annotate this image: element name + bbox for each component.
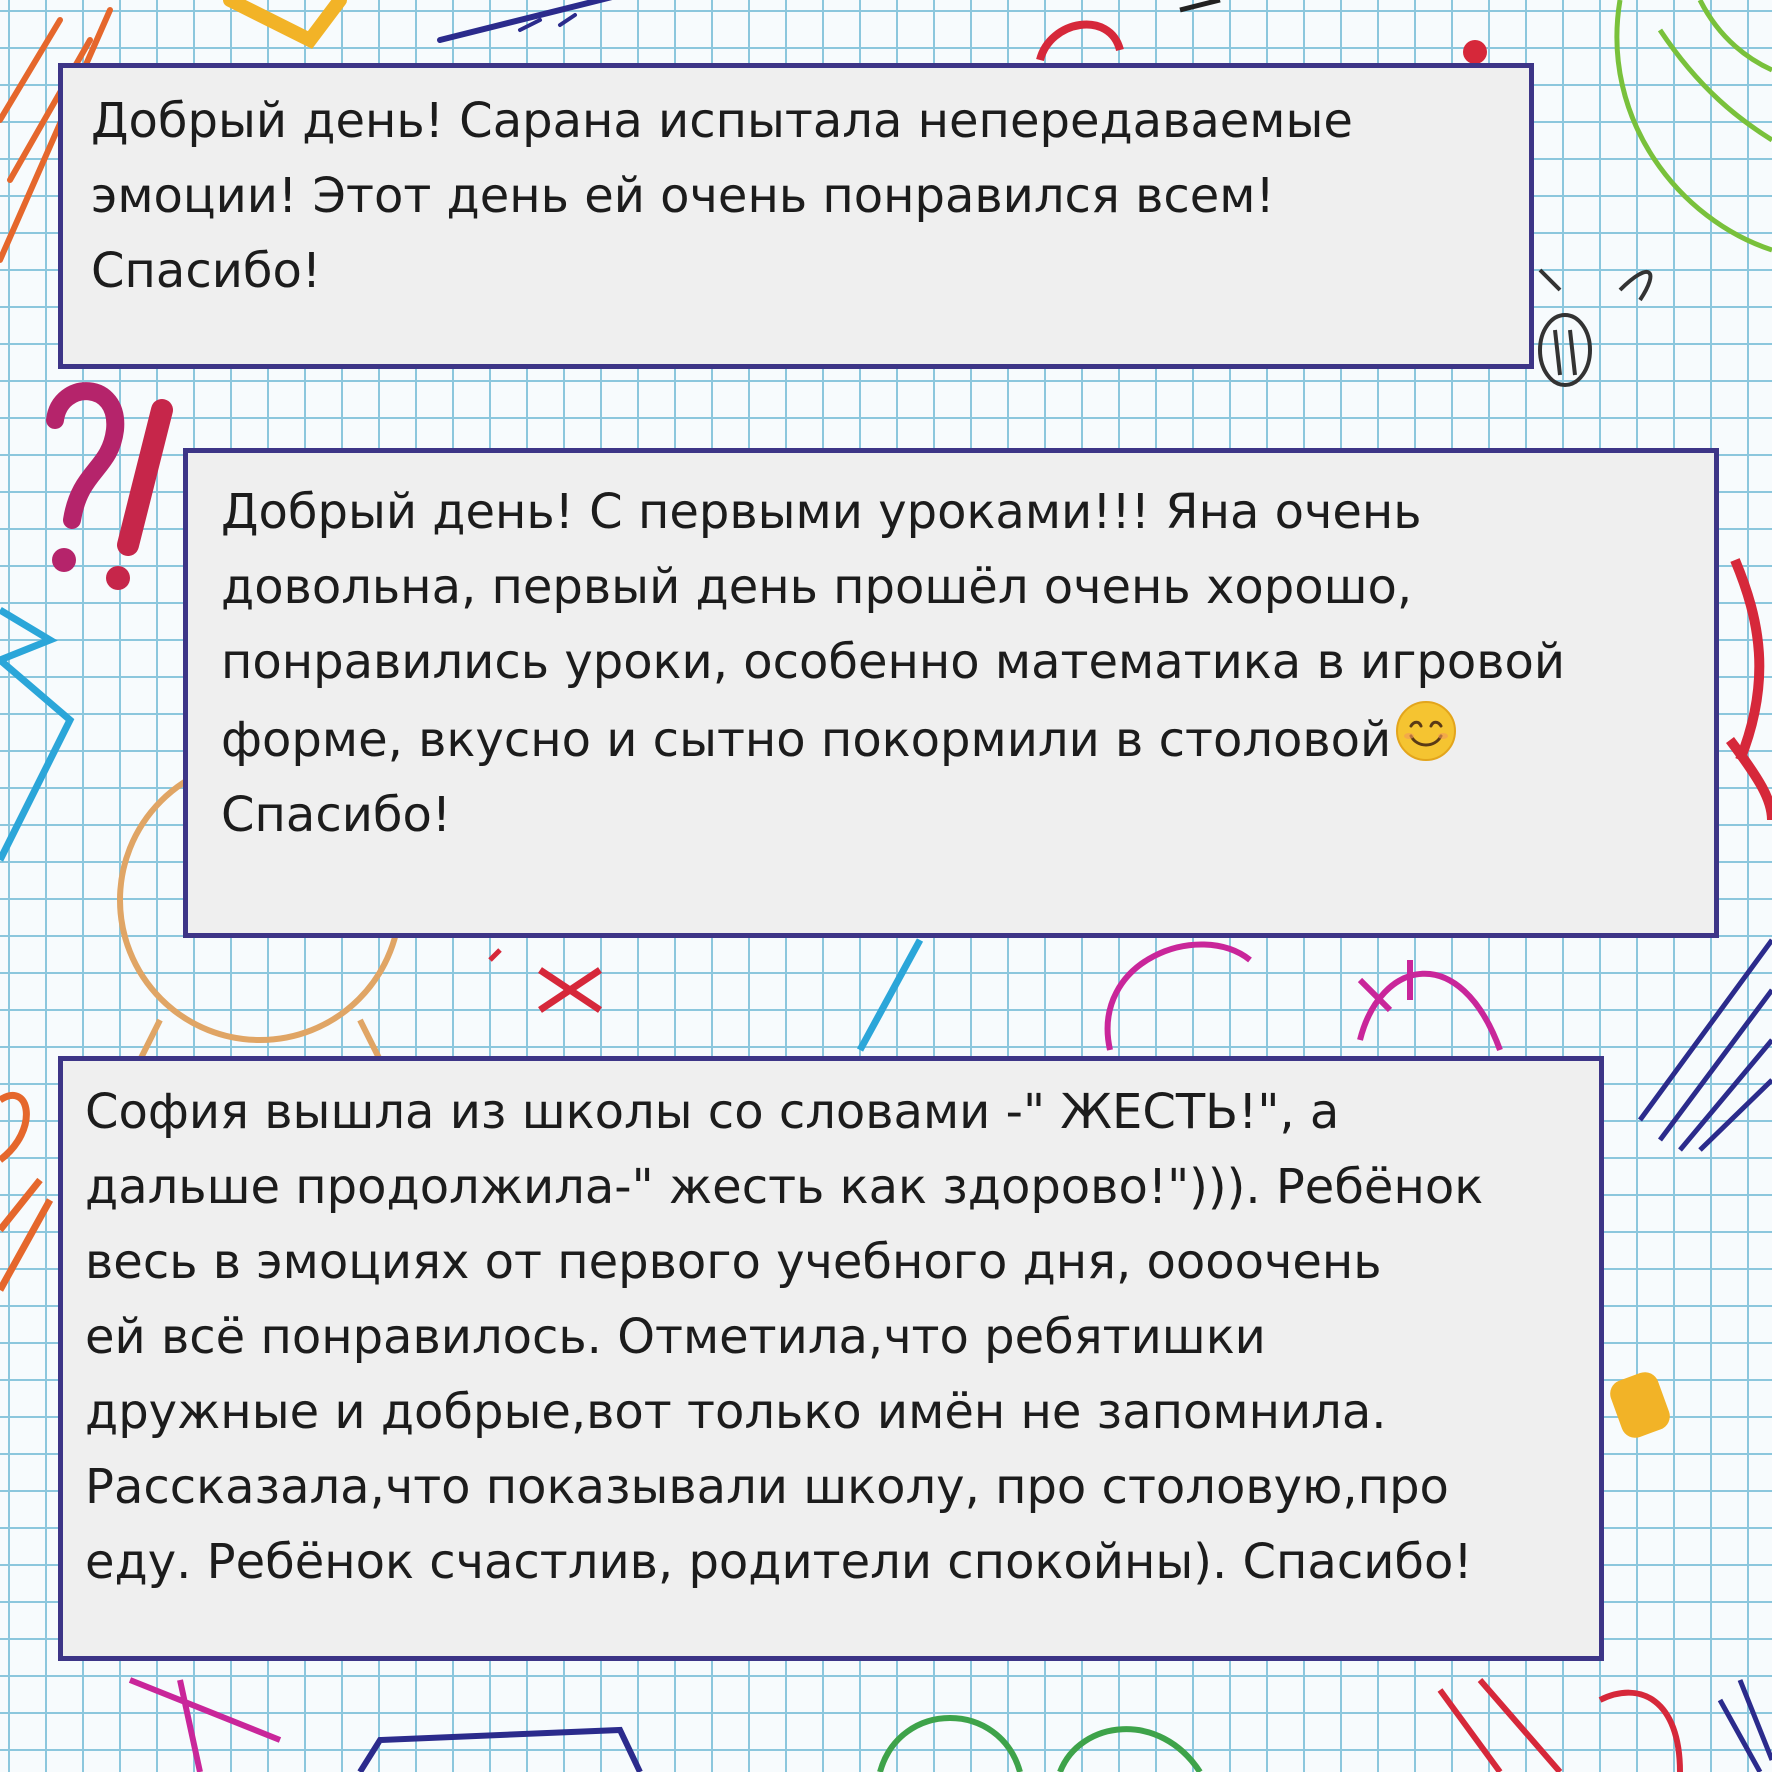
message-card [58,1056,1604,1661]
message-text [221,475,1690,853]
paint-doodle [0,1095,50,1290]
message-card [183,448,1719,938]
message-card [58,63,1534,369]
triangle-doodle [0,610,70,860]
message-text: София вышла из школы со словами -" ЖЕСТЬ!", а дальше продолжила-" жесть как здорово!"))). Ребёнок весь в эмоциях от первого учебного дня, оооочень ей всё понравилось. Отметила,что ребятишки дружные и добрые,вот только имён не запомнила. Рассказала,что показывали школу, про столовую,про еду. Ребёнок счастлив, родители спокойны). Спасибо! [85,1084,1484,1590]
message-text: Добрый день! Сарана испытала непередаваемые эмоции! Этот день ей очень понравился всем! Спасибо! [91,93,1353,299]
book-doodle [1640,940,1772,1772]
globe-doodle [1617,0,1772,250]
message-text-before-emoji: Добрый день! С первыми уроками!!! Яна очень довольна, первый день прошёл очень хорошо, понравились уроки, особенно математика в игровой форме, вкусно и сытно покормили в столовой [221,484,1566,768]
question-exclamation-doodle [52,391,162,590]
apple-doodle [1108,944,1500,1050]
smiling-face-icon [1395,700,1457,762]
message-text-after-emoji: Спасибо! [221,787,452,843]
red-doodle [1730,560,1772,820]
crayon-doodle [1606,1368,1674,1441]
bottom-doodles [130,1680,1680,1772]
fork-doodle [1540,270,1650,385]
rocket-doodle [1040,0,1487,64]
pencil-doodle [490,940,920,1050]
